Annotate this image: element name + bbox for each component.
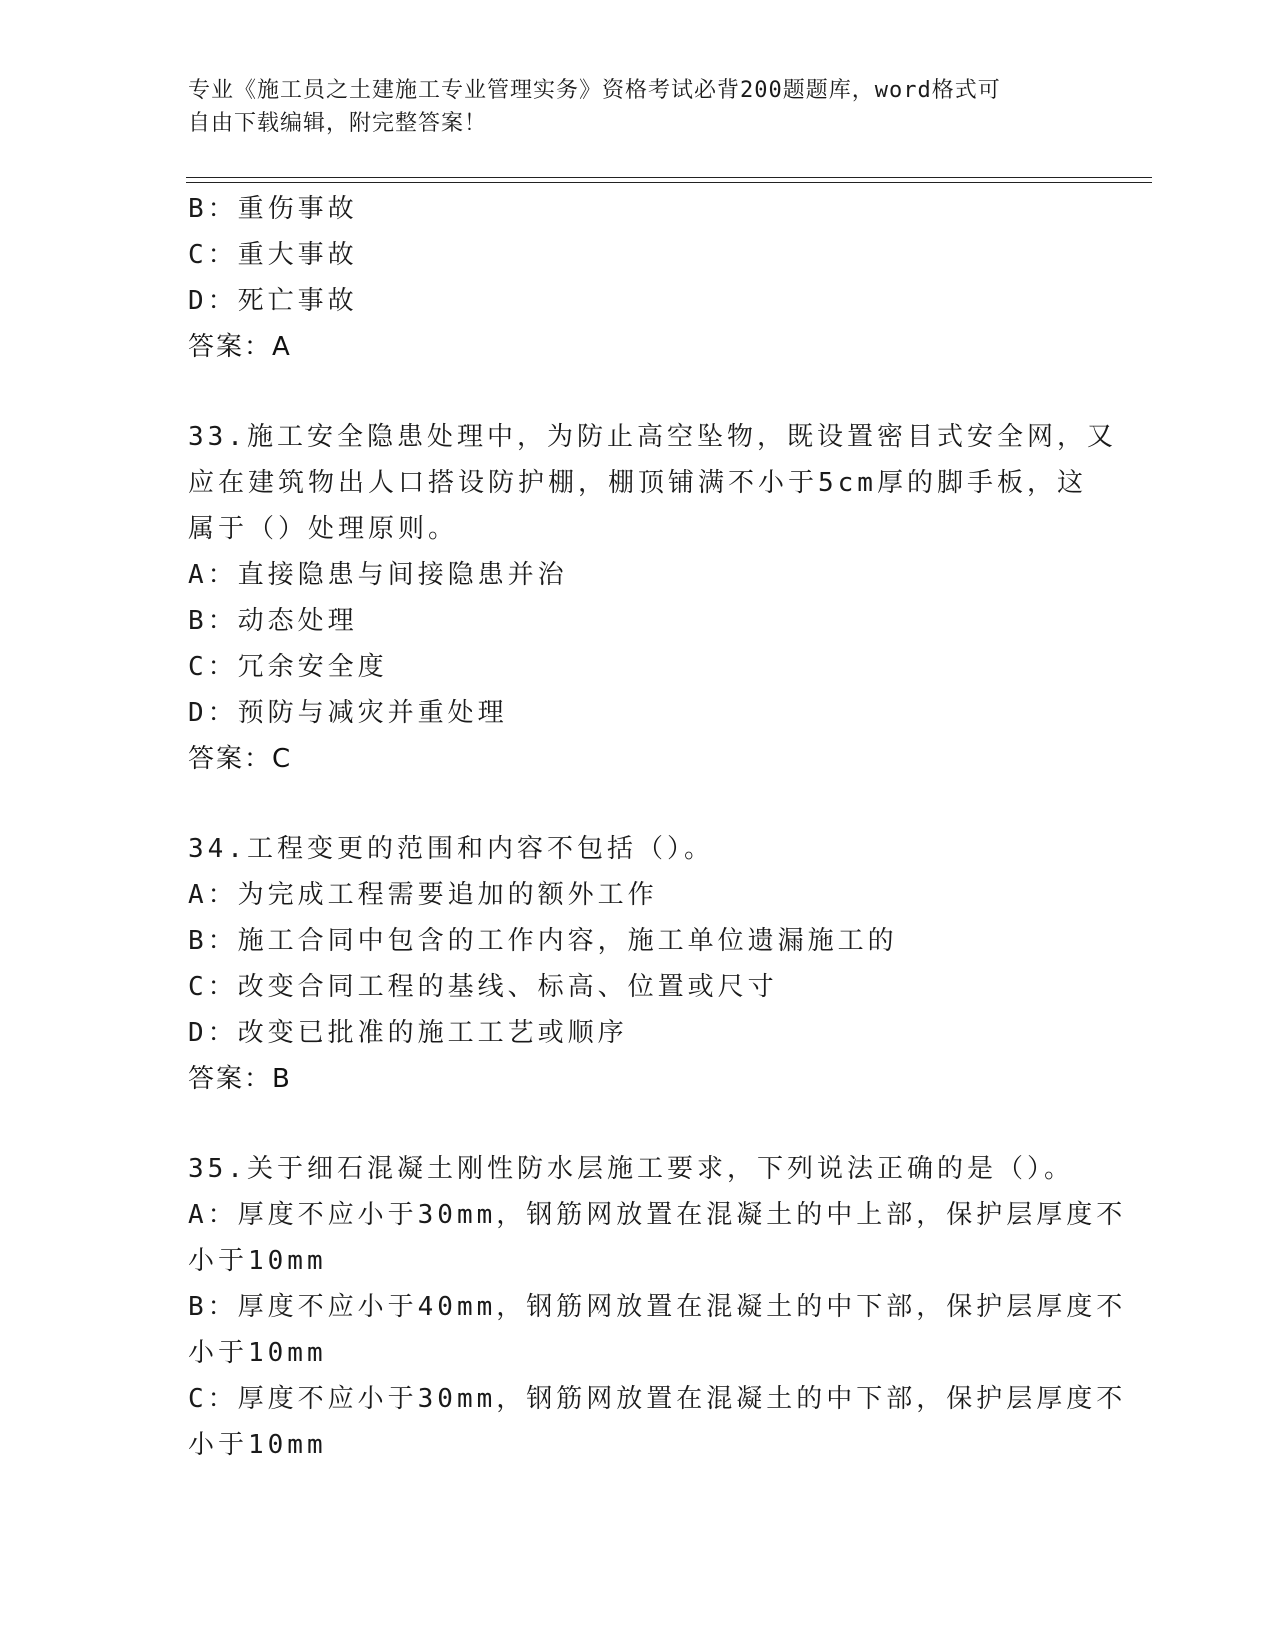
answer-label: 答案：A bbox=[188, 332, 292, 362]
question-stem: 35.关于细石混凝土刚性防水层施工要求，下列说法正确的是（）。 bbox=[188, 1154, 1074, 1184]
spacer bbox=[188, 782, 1148, 826]
option-c: C：厚度不应小于30mm，钢筋网放置在混凝土的中下部，保护层厚度不 bbox=[188, 1384, 1127, 1414]
option-d: D：改变已批准的施工工艺或顺序 bbox=[188, 1018, 628, 1048]
header-title-line-1: 专业《施工员之土建施工专业管理实务》资格考试必背200题题库，word格式可 bbox=[188, 78, 1001, 103]
option-d: D：预防与减灾并重处理 bbox=[188, 698, 508, 728]
question-stem: 33.施工安全隐患处理中，为防止高空坠物，既设置密目式安全网，又 bbox=[188, 422, 1117, 452]
document-header bbox=[188, 74, 1068, 140]
question-block-34 bbox=[188, 826, 1148, 1102]
question-stem: 应在建筑物出人口搭设防护棚，棚顶铺满不小于5cm厚的脚手板，这 bbox=[188, 468, 1087, 498]
header-divider-top bbox=[186, 177, 1152, 178]
question-block-35 bbox=[188, 1146, 1148, 1468]
option-b: B：动态处理 bbox=[188, 606, 358, 636]
option-c: C：改变合同工程的基线、标高、位置或尺寸 bbox=[188, 972, 778, 1002]
option-d: D：死亡事故 bbox=[188, 286, 358, 316]
question-block-32 bbox=[188, 186, 1148, 370]
option-b: B：重伤事故 bbox=[188, 194, 358, 224]
option-c: C：冗余安全度 bbox=[188, 652, 388, 682]
answer-label: 答案：B bbox=[188, 1064, 292, 1094]
spacer bbox=[188, 370, 1148, 414]
option-c: C：重大事故 bbox=[188, 240, 358, 270]
question-block-33 bbox=[188, 414, 1148, 782]
header-divider-bottom bbox=[186, 182, 1152, 183]
option-a-continued: 小于10mm bbox=[188, 1246, 327, 1276]
question-stem: 34.工程变更的范围和内容不包括（）。 bbox=[188, 834, 714, 864]
option-a: A：直接隐患与间接隐患并治 bbox=[188, 560, 568, 590]
answer-label: 答案：C bbox=[188, 744, 293, 774]
option-b: B：厚度不应小于40mm，钢筋网放置在混凝土的中下部，保护层厚度不 bbox=[188, 1292, 1127, 1322]
option-b: B：施工合同中包含的工作内容，施工单位遗漏施工的 bbox=[188, 926, 898, 956]
question-stem: 属于（）处理原则。 bbox=[188, 514, 459, 544]
option-a: A：厚度不应小于30mm，钢筋网放置在混凝土的中上部，保护层厚度不 bbox=[188, 1200, 1127, 1230]
spacer bbox=[188, 1102, 1148, 1146]
option-b-continued: 小于10mm bbox=[188, 1338, 327, 1368]
option-c-continued: 小于10mm bbox=[188, 1430, 327, 1460]
question-list bbox=[188, 186, 1148, 1468]
option-a: A：为完成工程需要追加的额外工作 bbox=[188, 880, 658, 910]
header-title-line-2: 自由下载编辑，附完整答案！ bbox=[188, 111, 488, 136]
